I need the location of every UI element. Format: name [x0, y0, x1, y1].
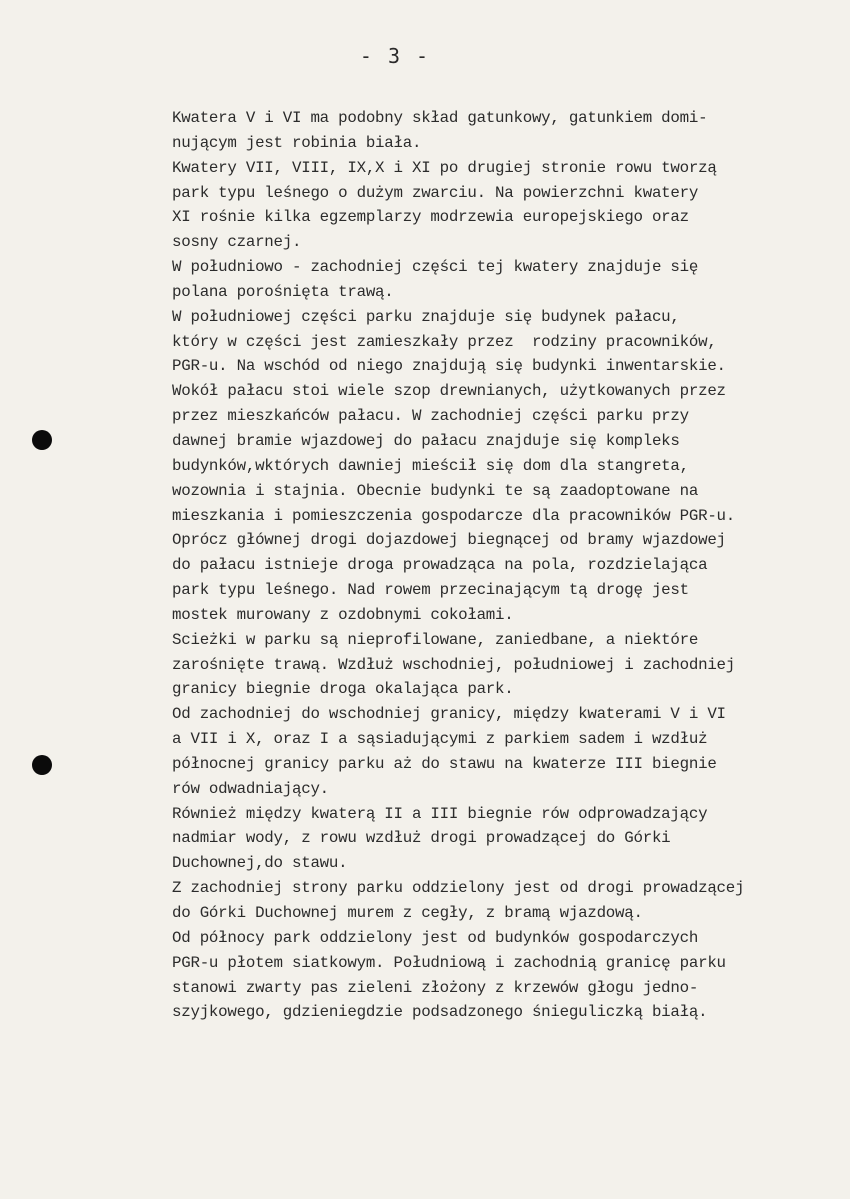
text-line: mostek murowany z ozdobnymi cokołami.	[172, 605, 514, 624]
text-line: W południowo - zachodniej części tej kwatery znajduje się	[172, 258, 699, 277]
text-line: Scieżki w parku są nieprofilowane, zaniedbane, a niektóre	[172, 630, 699, 649]
text-line: mieszkania i pomieszczenia gospodarcze dla pracowników PGR-u.	[172, 506, 736, 525]
text-line: Kwatery VII, VIII, IX,X i XI po drugiej stronie rowu tworzą	[172, 158, 717, 177]
text-line: zarośnięte trawą. Wzdłuż wschodniej, południowej i zachodniej	[172, 655, 736, 674]
text-line: a VII i X, oraz I a sąsiadującymi z parkiem sadem i wzdłuż	[172, 730, 708, 749]
text-line: Duchownej,do stawu.	[172, 854, 348, 873]
text-line: stanowi zwarty pas zieleni złożony z krzewów głogu jedno-	[172, 978, 699, 997]
text-line: park typu leśnego o dużym zwarciu. Na powierzchni kwatery	[172, 183, 699, 202]
text-line: Również między kwaterą II a III biegnie rów odprowadzający	[172, 804, 708, 823]
text-line: do pałacu istnieje droga prowadząca na pola, rozdzielająca	[172, 556, 708, 575]
text-line: budynków,wktórych dawniej mieścił się dom dla stangreta,	[172, 456, 689, 475]
text-line: rów odwadniający.	[172, 779, 329, 798]
text-line: park typu leśnego. Nad rowem przecinającym tą drogę jest	[172, 581, 689, 600]
text-line: dawnej bramie wjazdowej do pałacu znajduje się kompleks	[172, 431, 680, 450]
text-line: który w części jest zamieszkały przez rodziny pracowników,	[172, 332, 717, 351]
text-line: przez mieszkańców pałacu. W zachodniej części parku przy	[172, 407, 689, 426]
punch-hole-top	[32, 430, 52, 450]
text-line: polana porośnięta trawą.	[172, 282, 394, 301]
typewritten-body	[172, 106, 842, 1025]
text-line: Kwatera V i VI ma podobny skład gatunkowy, gatunkiem domi-	[172, 109, 708, 127]
text-line: Od zachodniej do wschodniej granicy, między kwaterami V i VI	[172, 705, 726, 724]
text-line: sosny czarnej.	[172, 233, 302, 252]
text-line: Wokół pałacu stoi wiele szop drewnianych, użytkowanych przez	[172, 382, 726, 401]
page-number: - 3 -	[359, 44, 431, 68]
text-line: wozownia i stajnia. Obecnie budynki te są zaadoptowane na	[172, 481, 699, 500]
text-line: granicy biegnie droga okalająca park.	[172, 680, 514, 699]
punch-hole-bottom	[32, 755, 52, 775]
text-line: XI rośnie kilka egzemplarzy modrzewia europejskiego oraz	[172, 208, 689, 227]
text-line: nadmiar wody, z rowu wzdłuż drogi prowadzącej do Górki	[172, 829, 671, 848]
text-line: Z zachodniej strony parku oddzielony jest od drogi prowadzącej	[172, 879, 745, 898]
text-line: północnej granicy parku aż do stawu na kwaterze III biegnie	[172, 754, 717, 773]
text-line: PGR-u. Na wschód od niego znajdują się budynki inwentarskie.	[172, 357, 726, 376]
text-line: Oprócz głównej drogi dojazdowej biegnącej od bramy wjazdowej	[172, 531, 726, 550]
text-line: Od północy park oddzielony jest od budynków gospodarczych	[172, 928, 699, 947]
text-line: do Górki Duchownej murem z cegły, z bramą wjazdową.	[172, 904, 643, 922]
text-line: W południowej części parku znajduje się budynek pałacu,	[172, 307, 680, 326]
text-line: PGR-u płotem siatkowym. Południową i zachodnią granicę parku	[172, 953, 726, 972]
text-line: szyjkowego, gdzieniegdzie podsadzonego śnieguliczką białą.	[172, 1003, 708, 1022]
text-line: nującym jest robinia biała.	[172, 133, 422, 152]
